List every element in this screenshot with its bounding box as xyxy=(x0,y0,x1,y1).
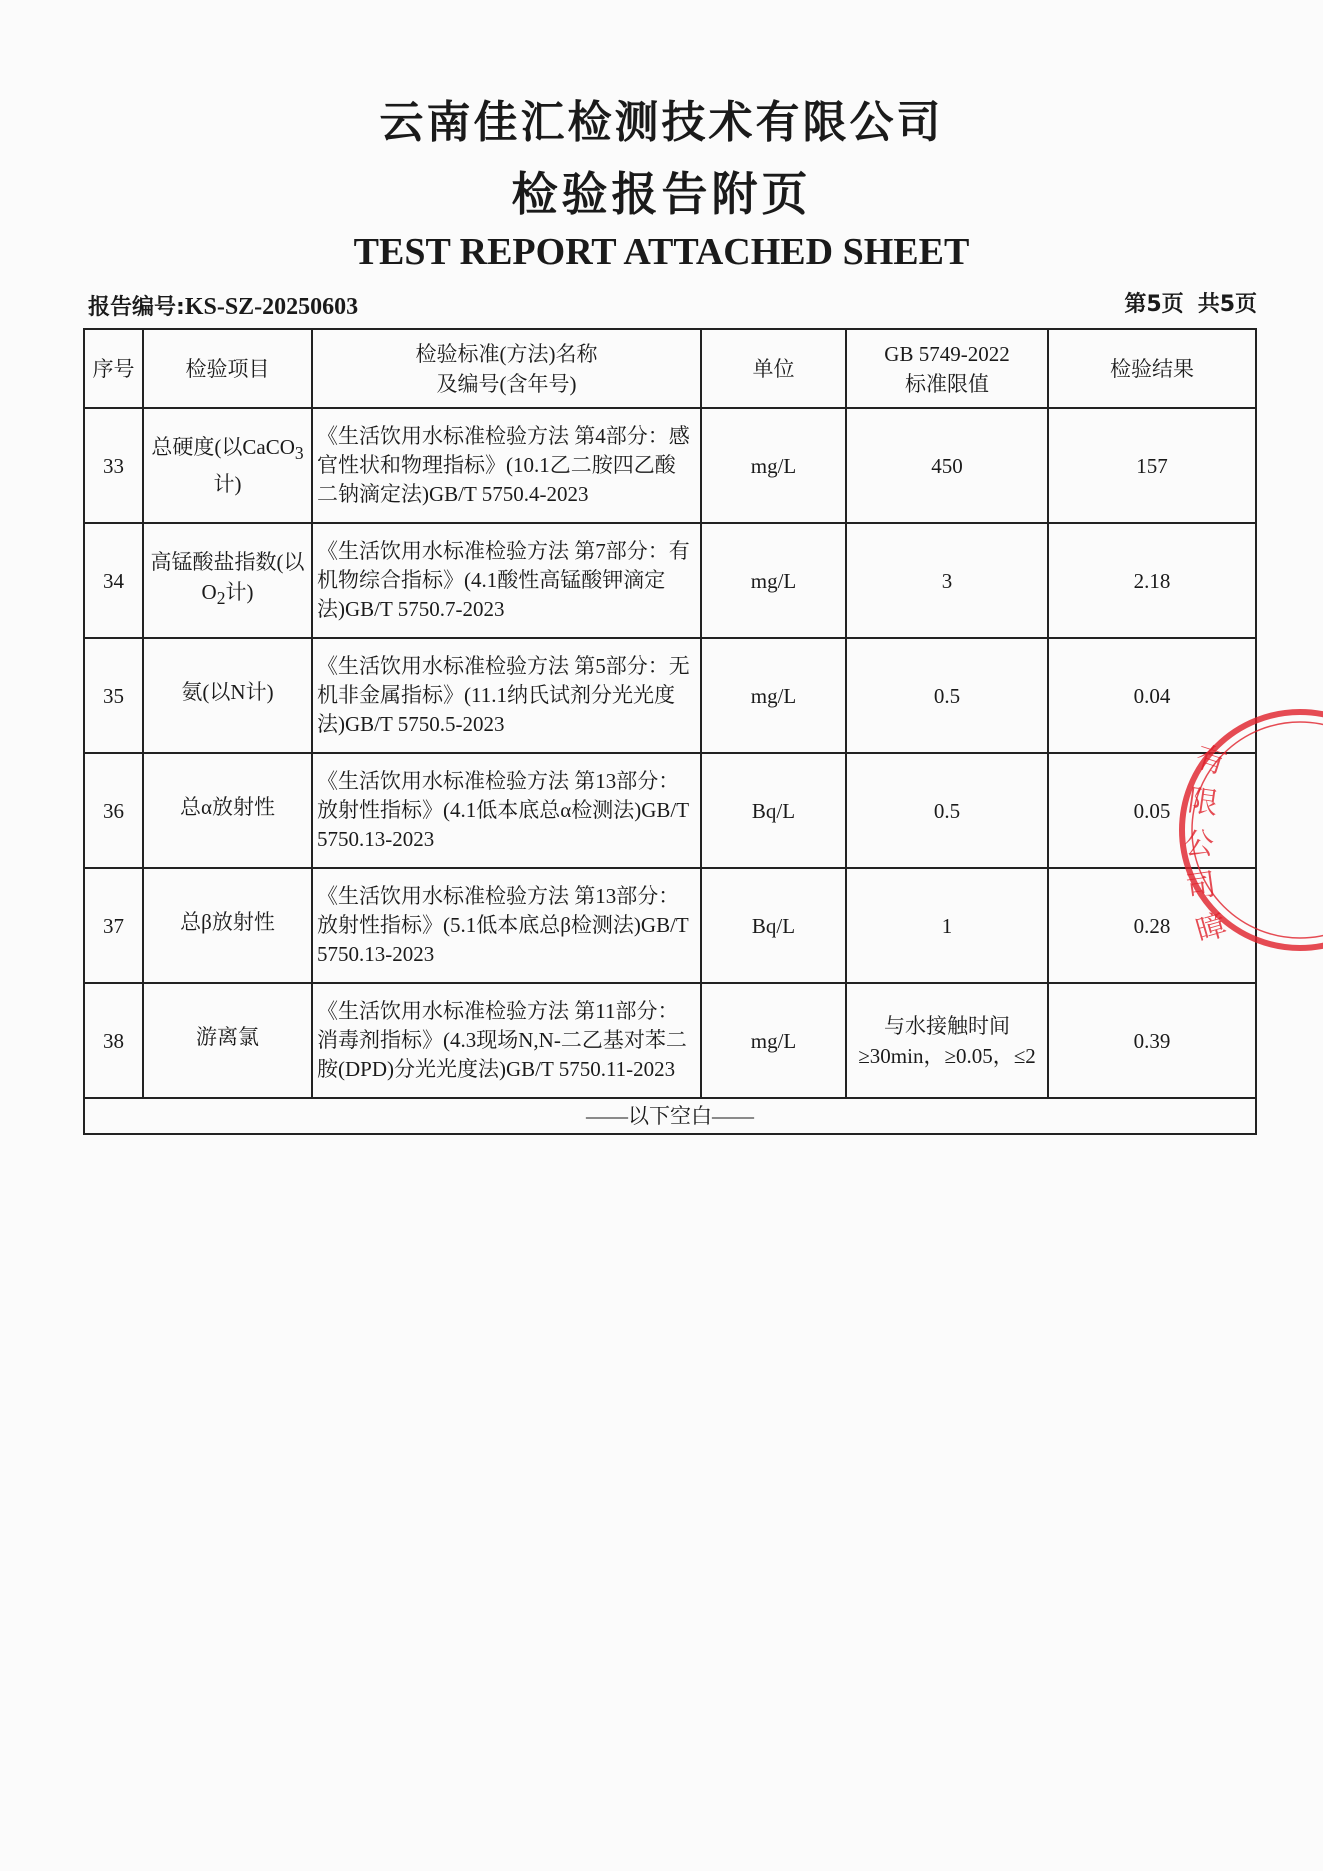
cell-item-suffix: 计) xyxy=(225,580,254,605)
results-table xyxy=(83,328,1257,1135)
cell-item-suffix: 计) xyxy=(213,471,242,496)
table-row xyxy=(84,408,1256,523)
table-row xyxy=(84,868,1256,983)
table-row xyxy=(84,983,1256,1098)
cell-item xyxy=(143,408,312,523)
cell-result: 157 xyxy=(1048,408,1256,523)
cell-limit: 1 xyxy=(846,868,1048,983)
col-header-limit xyxy=(846,329,1048,408)
table-header-row xyxy=(84,329,1256,408)
col-header-no: 序号 xyxy=(84,329,143,408)
page-current: 第5页 xyxy=(1124,292,1184,317)
cell-item-subscript: 3 xyxy=(294,443,304,464)
col-header-item: 检验项目 xyxy=(143,329,312,408)
col-header-method xyxy=(312,329,701,408)
cell-result: 0.04 xyxy=(1048,638,1256,753)
cell-method: 《生活饮用水标准检验方法 第7部分：有机物综合指标》(4.1酸性高锰酸钾滴定法)GB/T 5750.7-2023 xyxy=(312,523,701,638)
cell-limit: 0.5 xyxy=(846,638,1048,753)
cell-item xyxy=(143,868,312,983)
page-indicator xyxy=(1124,287,1257,318)
table-row xyxy=(84,523,1256,638)
cell-no: 36 xyxy=(84,753,143,868)
col-header-result: 检验结果 xyxy=(1048,329,1256,408)
svg-text:限: 限 xyxy=(1185,783,1221,822)
cell-item xyxy=(143,523,312,638)
svg-text:司: 司 xyxy=(1183,867,1219,906)
col-header-method-line2: 及编号(含年号) xyxy=(436,371,577,396)
cell-unit: mg/L xyxy=(701,983,846,1098)
cell-result: 0.39 xyxy=(1048,983,1256,1098)
cell-result: 0.05 xyxy=(1048,753,1256,868)
cell-unit: mg/L xyxy=(701,408,846,523)
company-name: 云南佳汇检测技术有限公司 xyxy=(379,97,944,148)
report-number xyxy=(88,290,358,321)
cell-method: 《生活饮用水标准检验方法 第11部分：消毒剂指标》(4.3现场N,N-二乙基对苯二胺(DPD)分光光度法)GB/T 5750.11-2023 xyxy=(312,983,701,1098)
cell-result: 0.28 xyxy=(1048,868,1256,983)
svg-text:暲: 暲 xyxy=(1191,907,1231,950)
page-total: 共5页 xyxy=(1197,292,1257,317)
cell-item-text: 总β放射性 xyxy=(180,910,275,935)
cell-no: 35 xyxy=(84,638,143,753)
cell-unit: mg/L xyxy=(701,638,846,753)
cell-no: 37 xyxy=(84,868,143,983)
cell-limit: 0.5 xyxy=(846,753,1048,868)
cell-limit: 与水接触时间≥30min，≥0.05，≤2 xyxy=(846,983,1048,1098)
cell-unit: Bq/L xyxy=(701,868,846,983)
cell-method: 《生活饮用水标准检验方法 第4部分：感官性状和物理指标》(10.1乙二胺四乙酸二钠滴定法)GB/T 5750.4-2023 xyxy=(312,408,701,523)
end-note: ——以下空白—— xyxy=(84,1098,1256,1134)
cell-unit: Bq/L xyxy=(701,753,846,868)
cell-method: 《生活饮用水标准检验方法 第13部分：放射性指标》(5.1低本底总β检测法)GB/T 5750.13-2023 xyxy=(312,868,701,983)
table-row xyxy=(84,638,1256,753)
col-header-limit-line1: GB 5749-2022 xyxy=(884,341,1010,366)
cell-item xyxy=(143,638,312,753)
table-end-row xyxy=(84,1098,1256,1134)
cell-item-text: 游离氯 xyxy=(196,1025,259,1050)
cell-no: 34 xyxy=(84,523,143,638)
cell-no: 38 xyxy=(84,983,143,1098)
cell-item xyxy=(143,753,312,868)
cell-item-text: 总硬度(以CaCO xyxy=(151,435,295,460)
table-row xyxy=(84,753,1256,868)
report-title-en: TEST REPORT ATTACHED SHEET xyxy=(353,231,970,273)
cell-item-text: 高锰酸盐指数(以O xyxy=(150,550,305,605)
cell-unit: mg/L xyxy=(701,523,846,638)
cell-method: 《生活饮用水标准检验方法 第5部分：无机非金属指标》(11.1纳氏试剂分光光度法)GB/T 5750.5-2023 xyxy=(312,638,701,753)
col-header-unit: 单位 xyxy=(701,329,846,408)
cell-result: 2.18 xyxy=(1048,523,1256,638)
report-number-label: 报告编号: xyxy=(88,295,185,320)
cell-item-subscript: 2 xyxy=(216,588,226,609)
svg-text:有: 有 xyxy=(1191,739,1231,782)
cell-item-text: 总α放射性 xyxy=(179,795,275,820)
cell-item-text: 氨(以N计) xyxy=(181,680,274,705)
col-header-method-line1: 检验标准(方法)名称 xyxy=(415,341,598,366)
report-number-value: KS-SZ-20250603 xyxy=(184,294,359,320)
svg-text:公: 公 xyxy=(1184,827,1214,862)
col-header-limit-line2: 标准限值 xyxy=(905,371,989,396)
cell-limit: 450 xyxy=(846,408,1048,523)
cell-limit: 3 xyxy=(846,523,1048,638)
cell-item xyxy=(143,983,312,1098)
report-title-cn: 检验报告附页 xyxy=(511,167,812,221)
cell-no: 33 xyxy=(84,408,143,523)
cell-method: 《生活饮用水标准检验方法 第13部分：放射性指标》(4.1低本底总α检测法)GB/T 5750.13-2023 xyxy=(312,753,701,868)
